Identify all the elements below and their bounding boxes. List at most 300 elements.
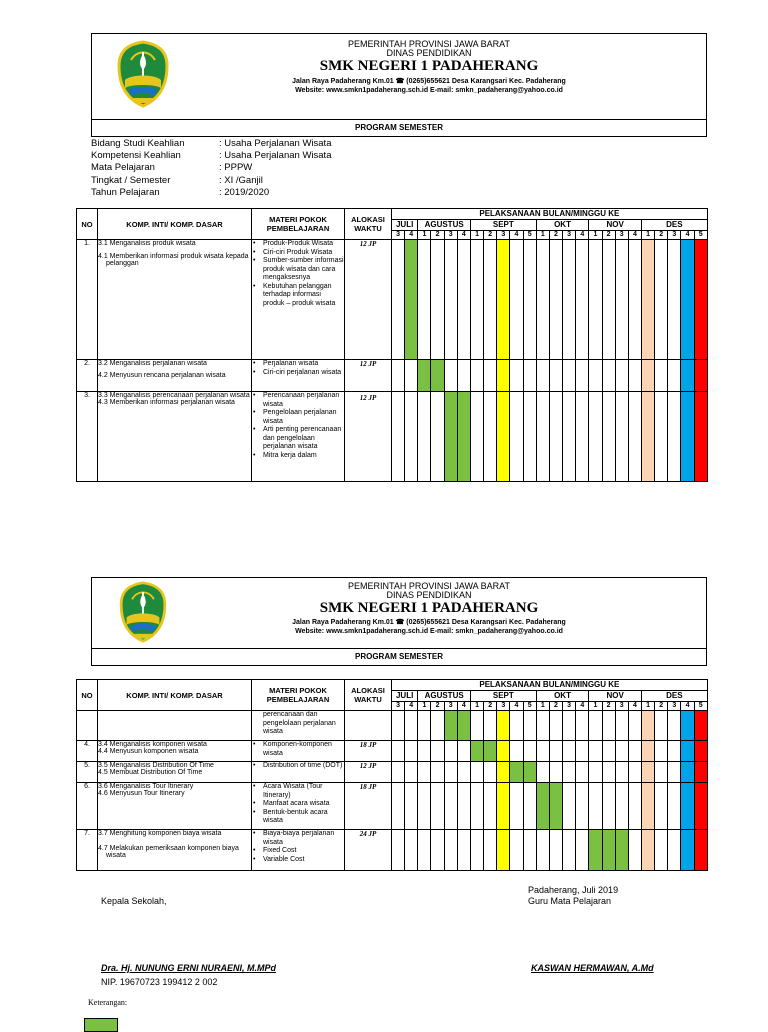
week-slot [563, 830, 576, 871]
week-slot [497, 240, 510, 360]
week-cell: 4 [405, 702, 418, 711]
materi-item: • Distribution of time (DOT) [252, 762, 344, 771]
week-slot [563, 783, 576, 830]
week-slot [615, 392, 628, 482]
materi-item: • Ciri-ciri perjalanan wisata [252, 369, 344, 378]
row-alokasi: 12 JP [345, 240, 392, 360]
row-no: 1. [77, 240, 98, 360]
week-slot [523, 392, 536, 482]
row-materi [252, 783, 345, 830]
week-slot [418, 392, 431, 482]
info-label: Tingkat / Semester [91, 174, 171, 186]
place-date: Padaherang, Juli 2019 [528, 885, 619, 895]
week-slot [484, 762, 497, 783]
week-slot [681, 711, 694, 741]
week-slot [549, 392, 562, 482]
week-cell: 4 [510, 702, 523, 711]
week-slot [536, 360, 549, 392]
kd-text: 4.2 Menyusun rencana perjalanan wisata [98, 372, 226, 379]
week-slot [405, 240, 418, 360]
week-slot [668, 830, 681, 871]
week-cell: 4 [457, 702, 470, 711]
week-cell: 1 [536, 702, 549, 711]
week-slot [563, 360, 576, 392]
week-slot [549, 762, 562, 783]
kd-text: 4.6 Menyusun Tour Itinerary [98, 790, 185, 797]
week-slot [602, 392, 615, 482]
week-slot [431, 711, 444, 741]
week-slot [641, 392, 654, 482]
week-cell: 1 [589, 702, 602, 711]
row-komp [98, 360, 252, 392]
materi-item: • Mitra kerja dalam [252, 452, 344, 461]
week-slot [484, 783, 497, 830]
week-slot [484, 360, 497, 392]
dept-line: DINAS PENDIDIKAN [386, 48, 472, 58]
week-slot [589, 360, 602, 392]
materi-cont: perencanaan dan pengelolaan perjalanan wisata [263, 711, 336, 735]
row-komp [98, 240, 252, 360]
row-materi [252, 711, 345, 741]
week-slot [615, 830, 628, 871]
week-slot [444, 783, 457, 830]
week-slot [536, 830, 549, 871]
letterhead-1 [91, 33, 707, 137]
week-slot [641, 360, 654, 392]
week-cell: 1 [470, 702, 483, 711]
week-slot [484, 830, 497, 871]
week-slot [681, 762, 694, 783]
week-cell: 4 [628, 231, 641, 240]
row-komp [98, 711, 252, 741]
week-slot [470, 711, 483, 741]
week-slot [405, 360, 418, 392]
week-slot [457, 360, 470, 392]
week-slot [536, 762, 549, 783]
week-cell: 2 [549, 231, 562, 240]
legend-swatch [84, 1018, 118, 1032]
kepsek-nip: NIP. 19670723 199412 2 002 [101, 977, 218, 987]
week-slot [431, 392, 444, 482]
col-no: NO [77, 680, 98, 711]
week-slot [470, 360, 483, 392]
week-slot [405, 711, 418, 741]
row-materi [252, 392, 345, 482]
week-slot [589, 762, 602, 783]
week-slot [668, 360, 681, 392]
info-label: Kompetensi Keahlian [91, 150, 181, 162]
week-slot [457, 240, 470, 360]
table-row [77, 392, 708, 482]
week-cell: 3 [392, 231, 405, 240]
week-slot [418, 783, 431, 830]
month-juli: JULI [392, 220, 418, 231]
week-slot [655, 240, 668, 360]
week-cell: 4 [628, 702, 641, 711]
col-pelaksanaan: PELAKSANAAN BULAN/MINGGU KE [392, 209, 708, 220]
week-slot [589, 392, 602, 482]
month-des: DES [641, 691, 707, 702]
materi-item: • Kebutuhan pelanggan terhadap informasi produk – produk wisata [252, 283, 344, 309]
week-cell: 2 [655, 702, 668, 711]
week-cell: 5 [694, 231, 707, 240]
week-cell: 3 [563, 702, 576, 711]
info-value: : XI /Ganjil [219, 174, 263, 186]
table-row [77, 240, 708, 360]
row-materi [252, 830, 345, 871]
schedule-table-2 [76, 679, 708, 871]
week-slot [694, 762, 707, 783]
week-cell: 1 [641, 702, 654, 711]
week-slot [602, 762, 615, 783]
week-slot [641, 240, 654, 360]
week-slot [470, 240, 483, 360]
week-slot [444, 240, 457, 360]
week-slot [563, 240, 576, 360]
week-cell: 3 [444, 231, 457, 240]
week-cell: 1 [418, 702, 431, 711]
week-cell: 4 [681, 231, 694, 240]
week-slot [681, 830, 694, 871]
week-slot [668, 783, 681, 830]
week-cell: 4 [576, 702, 589, 711]
kd-text: 3.2 Menganalisis perjalanan wisata [98, 360, 207, 367]
week-slot [392, 783, 405, 830]
week-slot [615, 360, 628, 392]
week-slot [549, 711, 562, 741]
week-slot [536, 711, 549, 741]
info-value: : Usaha Perjalanan Wisata [219, 138, 332, 149]
month-juli: JULI [392, 691, 418, 702]
week-slot [431, 741, 444, 762]
week-slot [576, 830, 589, 871]
week-slot [563, 392, 576, 482]
week-slot [681, 783, 694, 830]
materi-item: • Variable Cost [252, 856, 344, 865]
week-cell: 1 [641, 231, 654, 240]
table-row [77, 762, 708, 783]
materi-item: • Manfaat acara wisata [252, 800, 344, 809]
week-slot [392, 711, 405, 741]
info-value: : 2019/2020 [219, 186, 270, 198]
week-slot [510, 240, 523, 360]
week-slot [431, 830, 444, 871]
program-title: PROGRAM SEMESTER [354, 123, 443, 132]
week-slot [444, 762, 457, 783]
materi-item: • Bentuk-bentuk acara wisata [252, 809, 344, 826]
week-slot [655, 392, 668, 482]
week-slot [589, 711, 602, 741]
week-slot [510, 741, 523, 762]
week-slot [602, 783, 615, 830]
materi-item: • Arti penting perencanaan dan pengelolaan perjalanan wisata [252, 426, 344, 452]
kd-text: 4.7 Melakukan pemeriksaan komponen biaya wisata [98, 845, 239, 859]
week-slot [418, 711, 431, 741]
week-slot [444, 830, 457, 871]
week-slot [615, 783, 628, 830]
table-row [77, 741, 708, 762]
kd-text: 3.1 Menganalisis produk wisata [98, 240, 196, 247]
row-alokasi: 12 JP [345, 762, 392, 783]
week-slot [510, 783, 523, 830]
kd-text: 4.4 Menyusun komponen wisata [98, 748, 199, 755]
week-slot [484, 392, 497, 482]
week-slot [641, 830, 654, 871]
gov-line: PEMERINTAH PROVINSI JAWA BARAT [347, 581, 511, 591]
week-slot [418, 240, 431, 360]
week-slot [392, 830, 405, 871]
row-komp [98, 392, 252, 482]
week-slot [497, 392, 510, 482]
kd-text: 3.6 Menganalisis Tour Itinerary [98, 783, 194, 790]
week-cell: 3 [615, 702, 628, 711]
school-name: SMK NEGERI 1 PADAHERANG [319, 58, 539, 74]
week-slot [444, 711, 457, 741]
week-slot [523, 711, 536, 741]
week-slot [694, 783, 707, 830]
month-agustus: AGUSTUS [418, 220, 471, 231]
row-alokasi [345, 711, 392, 741]
week-slot [497, 711, 510, 741]
letterhead-2 [91, 577, 707, 666]
materi-item: • Produk-Produk Wisata [252, 240, 344, 249]
week-slot [444, 392, 457, 482]
week-slot [641, 783, 654, 830]
row-no: 6. [77, 783, 98, 830]
week-slot [628, 762, 641, 783]
program-title: PROGRAM SEMESTER [354, 652, 443, 661]
week-slot [615, 741, 628, 762]
month-sept: SEPT [470, 691, 536, 702]
week-slot [655, 783, 668, 830]
week-slot [457, 783, 470, 830]
week-slot [549, 830, 562, 871]
row-no: 5. [77, 762, 98, 783]
week-slot [444, 360, 457, 392]
month-nov: NOV [589, 691, 642, 702]
col-pelaksanaan: PELAKSANAAN BULAN/MINGGU KE [392, 680, 708, 691]
week-slot [576, 783, 589, 830]
week-slot [484, 240, 497, 360]
materi-item: • Komponen-komponen wisata [252, 741, 344, 758]
week-slot [510, 360, 523, 392]
week-slot [615, 711, 628, 741]
week-cell: 3 [497, 702, 510, 711]
col-komp: KOMP. INTI/ KOMP. DASAR [98, 209, 252, 240]
week-cell: 5 [523, 702, 536, 711]
week-slot [418, 360, 431, 392]
week-slot [470, 762, 483, 783]
week-slot [392, 392, 405, 482]
week-slot [549, 240, 562, 360]
week-slot [431, 240, 444, 360]
week-cell: 4 [576, 231, 589, 240]
info-label: Tahun Pelajaran [91, 186, 160, 198]
week-slot [484, 711, 497, 741]
month-sept: SEPT [470, 220, 536, 231]
week-slot [510, 762, 523, 783]
materi-item: • Acara Wisata (Tour Itinerary) [252, 783, 344, 800]
week-slot [641, 762, 654, 783]
week-cell: 5 [523, 231, 536, 240]
week-slot [576, 762, 589, 783]
week-slot [655, 360, 668, 392]
week-slot [694, 711, 707, 741]
week-slot [457, 741, 470, 762]
row-no: 7. [77, 830, 98, 871]
week-slot [392, 360, 405, 392]
week-slot [694, 741, 707, 762]
table-row [77, 783, 708, 830]
kd-text: 4.5 Membuat Distribution Of Time [98, 769, 203, 776]
row-alokasi: 24 JP [345, 830, 392, 871]
week-slot [418, 762, 431, 783]
row-materi [252, 360, 345, 392]
week-slot [681, 240, 694, 360]
week-slot [602, 830, 615, 871]
kd-text: 3.3 Menganalisis perencanaan perjalanan wisata [98, 392, 250, 399]
week-slot [457, 711, 470, 741]
info-value: : Usaha Perjalanan Wisata [219, 150, 332, 162]
week-slot [589, 240, 602, 360]
row-komp [98, 783, 252, 830]
table-row [77, 360, 708, 392]
gov-line: PEMERINTAH PROVINSI JAWA BARAT [347, 39, 511, 49]
week-slot [655, 741, 668, 762]
week-slot [668, 711, 681, 741]
week-slot [510, 711, 523, 741]
materi-item: • Biaya-biaya perjalanan wisata [252, 830, 344, 847]
week-slot [444, 741, 457, 762]
week-slot [576, 240, 589, 360]
week-slot [694, 392, 707, 482]
week-slot [523, 360, 536, 392]
col-materi: MATERI POKOK PEMBELAJARAN [252, 680, 345, 711]
week-slot [628, 783, 641, 830]
week-slot [497, 741, 510, 762]
week-slot [668, 392, 681, 482]
row-materi [252, 762, 345, 783]
week-slot [405, 392, 418, 482]
week-slot [694, 830, 707, 871]
week-cell: 1 [536, 231, 549, 240]
week-slot [563, 741, 576, 762]
week-slot [523, 240, 536, 360]
week-slot [497, 783, 510, 830]
month-nov: NOV [589, 220, 642, 231]
week-slot [470, 783, 483, 830]
col-komp: KOMP. INTI/ KOMP. DASAR [98, 680, 252, 711]
week-slot [405, 741, 418, 762]
week-slot [668, 741, 681, 762]
row-alokasi: 18 JP [345, 783, 392, 830]
materi-item: • Perjalanan wisata [252, 360, 344, 369]
kd-text: 4.3 Memberikan informasi perjalanan wisata [98, 399, 235, 406]
week-slot [405, 783, 418, 830]
week-cell: 3 [497, 231, 510, 240]
week-cell: 3 [563, 231, 576, 240]
week-cell: 2 [602, 231, 615, 240]
week-cell: 2 [655, 231, 668, 240]
guru-name: KASWAN HERMAWAN, A.Md [531, 963, 654, 973]
week-slot [694, 360, 707, 392]
month-agustus: AGUSTUS [418, 691, 471, 702]
week-slot [602, 240, 615, 360]
week-slot [497, 762, 510, 783]
table-row [77, 711, 708, 741]
row-alokasi: 12 JP [345, 360, 392, 392]
week-slot [470, 741, 483, 762]
week-slot [615, 762, 628, 783]
week-slot [549, 741, 562, 762]
week-slot [641, 711, 654, 741]
week-slot [484, 741, 497, 762]
week-slot [602, 711, 615, 741]
materi-item: • Perencanaan perjalanan wisata [252, 392, 344, 409]
week-cell: 1 [470, 231, 483, 240]
week-slot [549, 360, 562, 392]
kd-text: 3.7 Menghitung komponen biaya wisata [98, 830, 222, 837]
week-slot [536, 783, 549, 830]
row-komp [98, 830, 252, 871]
week-cell: 2 [549, 702, 562, 711]
week-slot [576, 392, 589, 482]
week-slot [641, 741, 654, 762]
row-alokasi: 12 JP [345, 392, 392, 482]
week-slot [470, 830, 483, 871]
week-slot [681, 360, 694, 392]
week-slot [589, 741, 602, 762]
week-cell: 3 [392, 702, 405, 711]
week-slot [694, 240, 707, 360]
week-slot [431, 360, 444, 392]
school-address: Jalan Raya Padaherang Km.01 ☎ (0265)655621 Desa Karangsari Kec. Padaherang [292, 619, 566, 626]
week-slot [655, 762, 668, 783]
kepsek-name: Dra. Hj. NUNUNG ERNI NURAENI, M.MPd [101, 963, 277, 973]
week-slot [536, 392, 549, 482]
row-no: 2. [77, 360, 98, 392]
row-komp [98, 762, 252, 783]
week-cell: 3 [444, 702, 457, 711]
materi-item: • Pengelolaan perjalanan wisata [252, 409, 344, 426]
week-slot [576, 741, 589, 762]
week-slot [392, 240, 405, 360]
week-cell: 2 [431, 231, 444, 240]
week-slot [628, 360, 641, 392]
col-alokasi: ALOKASI WAKTU [345, 209, 392, 240]
school-web: Website: www.smkn1padaherang.sch.id E-mail: smkn_padaherang@yahoo.co.id [295, 628, 563, 635]
week-slot [523, 741, 536, 762]
materi-item: • Ciri-ciri Produk Wisata [252, 249, 344, 258]
week-slot [510, 392, 523, 482]
week-slot [523, 830, 536, 871]
week-cell: 3 [615, 231, 628, 240]
week-slot [549, 783, 562, 830]
month-okt: OKT [536, 691, 589, 702]
guru-label: Guru Mata Pelajaran [528, 896, 612, 906]
week-cell: 2 [602, 702, 615, 711]
week-slot [589, 830, 602, 871]
week-slot [405, 830, 418, 871]
row-materi [252, 741, 345, 762]
week-cell: 4 [681, 702, 694, 711]
week-slot [392, 741, 405, 762]
week-slot [510, 830, 523, 871]
week-slot [523, 783, 536, 830]
week-slot [536, 240, 549, 360]
row-no: 4. [77, 741, 98, 762]
dept-line: DINAS PENDIDIKAN [386, 590, 472, 600]
